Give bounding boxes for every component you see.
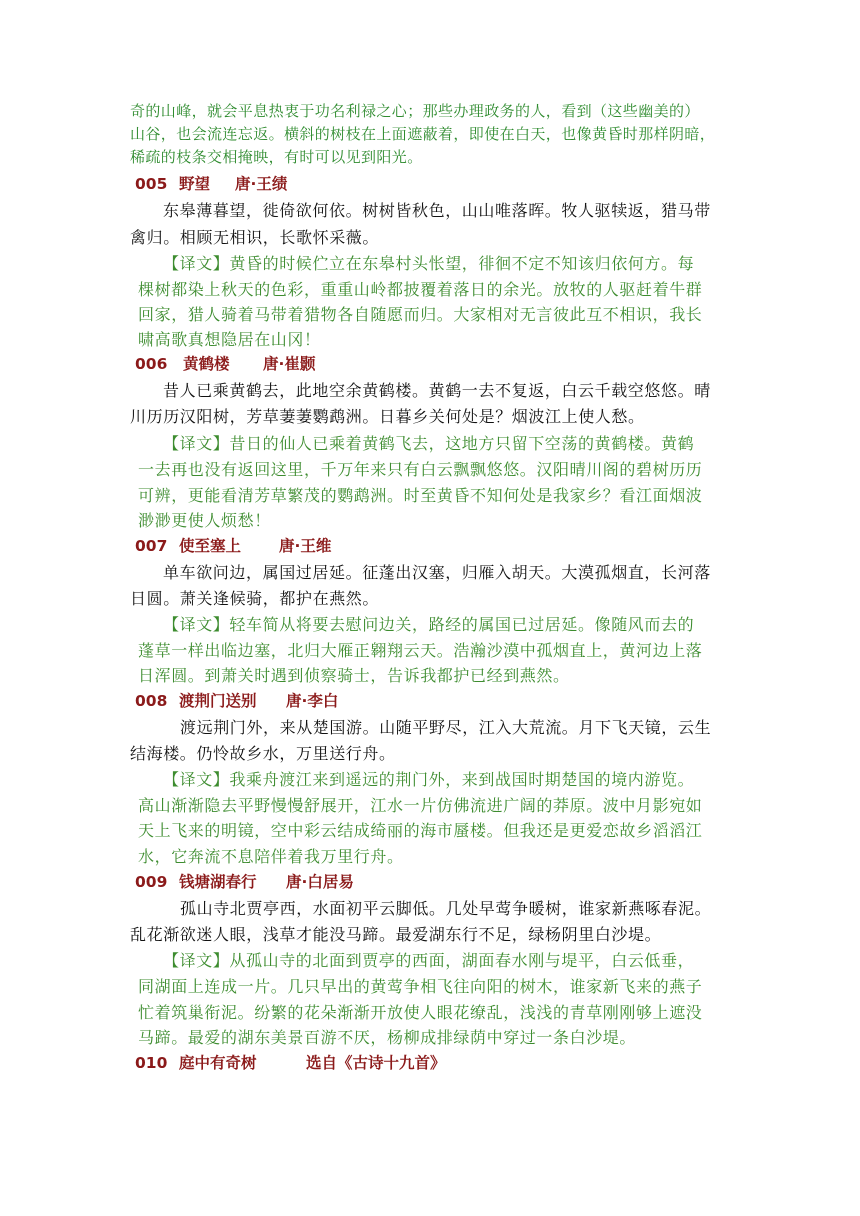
translation-tag: 【译文】 [163,770,230,789]
poem-author: 选自《古诗十九首》 [306,1054,446,1072]
poem-line: 东皋薄暮望，徙倚欲何依。树树皆秋色，山山唯落晖。牧人驱犊返，猎马带 [163,201,711,220]
translation-line: 天上飞来的明镜，空中彩云结成绮丽的海市蜃楼。但我还是更爱恋故乡滔滔江 [138,821,703,840]
poem-author: 唐·白居易 [286,873,354,891]
poem-heading [135,177,287,193]
translation-line: 水，它奔流不息陪伴着我万里行舟。 [138,847,404,866]
translation-line: 【译文】昔日的仙人已乘着黄鹤飞去，这地方只留下空荡的黄鹤楼。黄鹤 [163,434,695,453]
translation-line: 高山渐渐隐去平野慢慢舒展开，江水一片仿佛流进广阔的莽原。波中月影宛如 [138,796,703,815]
translation-line: 棵树都染上秋天的色彩，重重山岭都披覆着落日的余光。放牧的人驱赶着牛群 [138,280,703,299]
translation-line: 忙着筑巢衔泥。纷繁的花朵渐渐开放使人眼花缭乱，浅浅的青草刚刚够上遮没 [138,1003,703,1022]
translation-line: 可辨，更能看清芳草繁茂的鹦鹉洲。时至黄昏不知何处是我家乡？看江面烟波 [138,486,703,505]
poem-number: 007 [135,537,168,555]
poem-line: 结海楼。仍怜故乡水，万里送行舟。 [130,744,396,763]
poem-line: 日圆。萧关逢候骑，都护在燕然。 [130,589,380,608]
translation-line: 【译文】我乘舟渡江来到遥远的荆门外，来到战国时期楚国的境内游览。 [163,770,695,789]
poem-title: 黄鹤楼 [183,355,230,373]
poem-number: 006 [135,355,168,373]
poem-line: 川历历汉阳树，芳草萋萋鹦鹉洲。日暮乡关何处是？烟波江上使人愁。 [130,407,645,426]
poem-line: 孤山寺北贾亭西，水面初平云脚低。几处早莺争暖树，谁家新燕啄春泥。 [180,899,712,918]
poem-line: 昔人已乘黄鹤去，此地空余黄鹤楼。黄鹤一去不复返，白云千载空悠悠。晴 [163,381,711,400]
translation-line: 【译文】从孤山寺的北面到贾亭的西面，湖面春水刚与堤平，白云低垂， [163,951,695,970]
translation-line: 【译文】黄昏的时候伫立在东皋村头怅望，徘徊不定不知该归依何方。每 [163,254,695,273]
poem-line: 乱花渐欲迷人眼，浅草才能没马蹄。最爱湖东行不足，绿杨阴里白沙堤。 [130,925,662,944]
translation-tag: 【译文】 [163,615,230,634]
translation-line: 啸高歌真想隐居在山冈！ [138,330,321,349]
translation-tag: 【译文】 [163,951,230,970]
intro-line: 山谷，也会流连忘返。横斜的树枝在上面遮蔽着，即使在白天，也像黄昏时那样阴暗， [130,125,716,143]
poem-line: 渡远荆门外，来从楚国游。山随平野尽，江入大荒流。月下飞天镜，云生 [180,718,712,737]
poem-number: 005 [135,175,168,193]
translation-line: 马蹄。最爱的湖东美景百游不厌，杨柳成排绿荫中穿过一条白沙堤。 [138,1028,637,1047]
poem-title: 庭中有奇树 [179,1054,257,1072]
translation-tag: 【译文】 [163,254,230,273]
translation-line: 回家，猎人骑着马带着猎物各自随愿而归。大家相对无言彼此互不相识，我长 [138,305,703,324]
poem-title: 使至塞上 [179,537,242,555]
poem-line: 禽归。相顾无相识，长歌怀采薇。 [130,228,380,247]
intro-line: 稀疏的枝条交相掩映，有时可以见到阳光。 [130,148,423,166]
translation-line: 蓬草一样出临边塞，北归大雁正翱翔云天。浩瀚沙漠中孤烟直上，黄河边上落 [138,641,703,660]
poem-number: 010 [135,1054,168,1072]
poem-title: 野望 [179,175,211,193]
poem-heading [135,875,354,891]
poem-heading [135,1056,446,1072]
translation-line: 渺渺更使人烦愁！ [138,511,271,530]
translation-tag: 【译文】 [163,434,230,453]
poem-heading [135,539,331,555]
translation-line: 同湖面上连成一片。几只早出的黄莺争相飞往向阳的树木，谁家新飞来的燕子 [138,977,703,996]
poem-title: 钱塘湖春行 [179,873,257,891]
poem-heading [135,694,338,710]
poem-author: 唐·崔颢 [263,355,316,373]
poem-author: 唐·王绩 [235,175,288,193]
poem-title: 渡荆门送别 [179,692,257,710]
translation-line: 一去再也没有返回这里，千万年来只有白云飘飘悠悠。汉阳晴川阁的碧树历历 [138,460,703,479]
poem-author: 唐·王维 [279,537,332,555]
translation-line: 【译文】轻车简从将要去慰问边关，路经的属国已过居延。像随风而去的 [163,615,695,634]
poem-number: 008 [135,692,168,710]
poem-number: 009 [135,873,168,891]
intro-line: 奇的山峰，就会平息热衷于功名利禄之心；那些办理政务的人，看到（这些幽美的） [130,102,700,120]
poem-author: 唐·李白 [286,692,339,710]
poem-heading [135,357,315,373]
poem-line: 单车欲问边，属国过居延。征蓬出汉塞，归雁入胡天。大漠孤烟直，长河落 [163,563,711,582]
translation-line: 日浑圆。到萧关时遇到侦察骑士，告诉我都护已经到燕然。 [138,666,570,685]
